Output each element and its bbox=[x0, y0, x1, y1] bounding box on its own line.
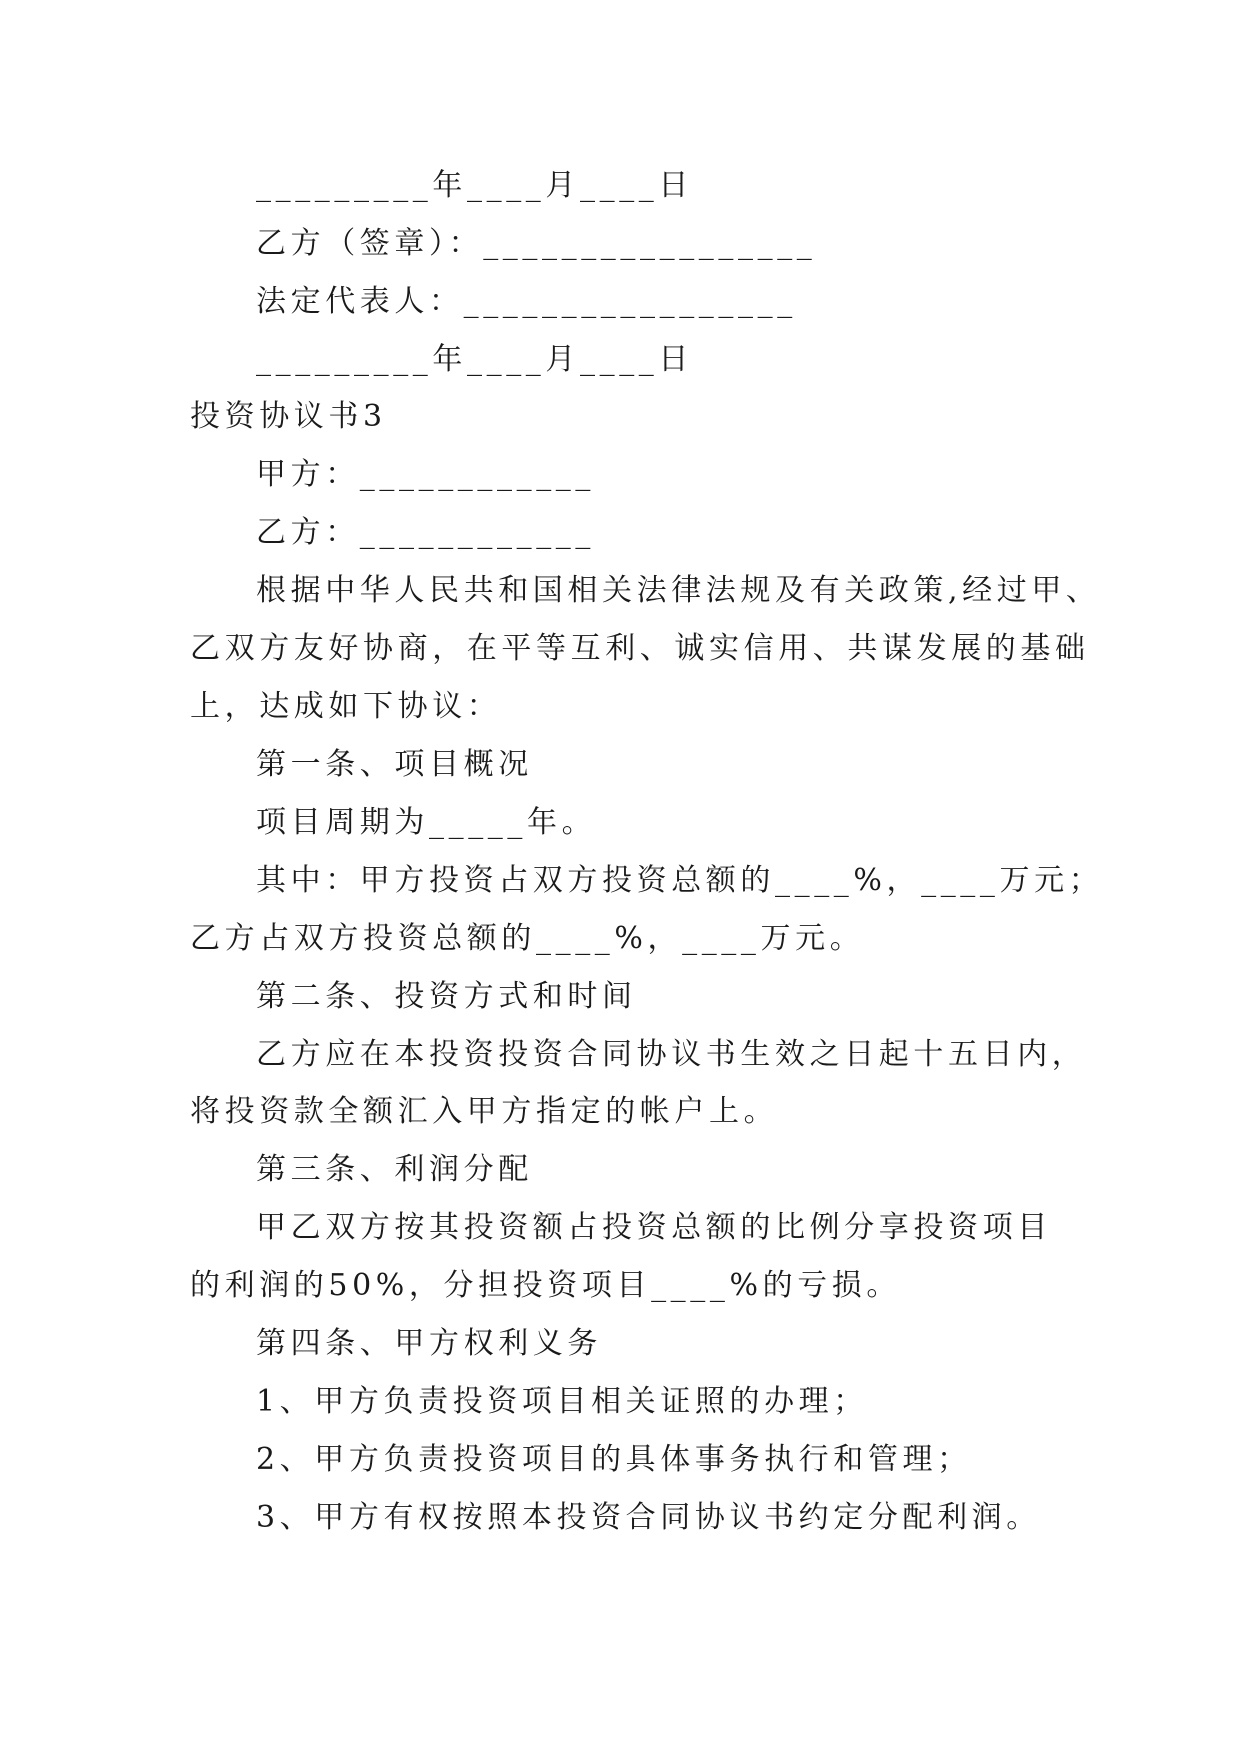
article-text: 乙方占双方投资总额的____%，____万元。 bbox=[190, 921, 865, 956]
legal-representative-line: 法定代表人：_________________ bbox=[256, 284, 797, 319]
article-text: 甲乙双方按其投资额占投资总额的比例分享投资项目 bbox=[256, 1210, 1052, 1245]
article-text: 乙方应在本投资投资合同协议书生效之日起十五日内， bbox=[256, 1037, 1087, 1072]
preamble-line: 上，达成如下协议： bbox=[190, 689, 502, 724]
preamble-line: 乙双方友好协商，在平等互利、诚实信用、共谋发展的基础 bbox=[190, 631, 1090, 666]
list-item: 2、甲方负责投资项目的具体事务执行和管理； bbox=[256, 1442, 972, 1477]
article-text: 项目周期为_____年。 bbox=[256, 805, 597, 840]
article-heading: 第一条、项目概况 bbox=[256, 747, 533, 782]
party-b-line: 乙方：____________ bbox=[256, 515, 595, 550]
article-heading: 第四条、甲方权利义务 bbox=[256, 1326, 602, 1361]
party-b-seal-line: 乙方（签章）：_________________ bbox=[256, 226, 817, 261]
signature-date-line: _________年____月____日 bbox=[256, 342, 693, 377]
preamble-line: 根据中华人民共和国相关法律法规及有关政策,经过甲、 bbox=[256, 573, 1101, 608]
signature-date-line: _________年____月____日 bbox=[256, 168, 693, 203]
article-text: 其中：甲方投资占双方投资总额的____%，____万元； bbox=[256, 863, 1104, 898]
list-item: 3、甲方有权按照本投资合同协议书约定分配利润。 bbox=[256, 1500, 1041, 1535]
article-heading: 第二条、投资方式和时间 bbox=[256, 979, 637, 1014]
list-item: 1、甲方负责投资项目相关证照的办理； bbox=[256, 1384, 868, 1419]
article-text: 将投资款全额汇入甲方指定的帐户上。 bbox=[190, 1094, 779, 1129]
article-heading: 第三条、利润分配 bbox=[256, 1152, 533, 1187]
article-text: 的利润的50%，分担投资项目____%的亏损。 bbox=[190, 1268, 901, 1303]
party-a-line: 甲方：____________ bbox=[256, 457, 595, 492]
document-title: 投资协议书3 bbox=[190, 399, 387, 434]
